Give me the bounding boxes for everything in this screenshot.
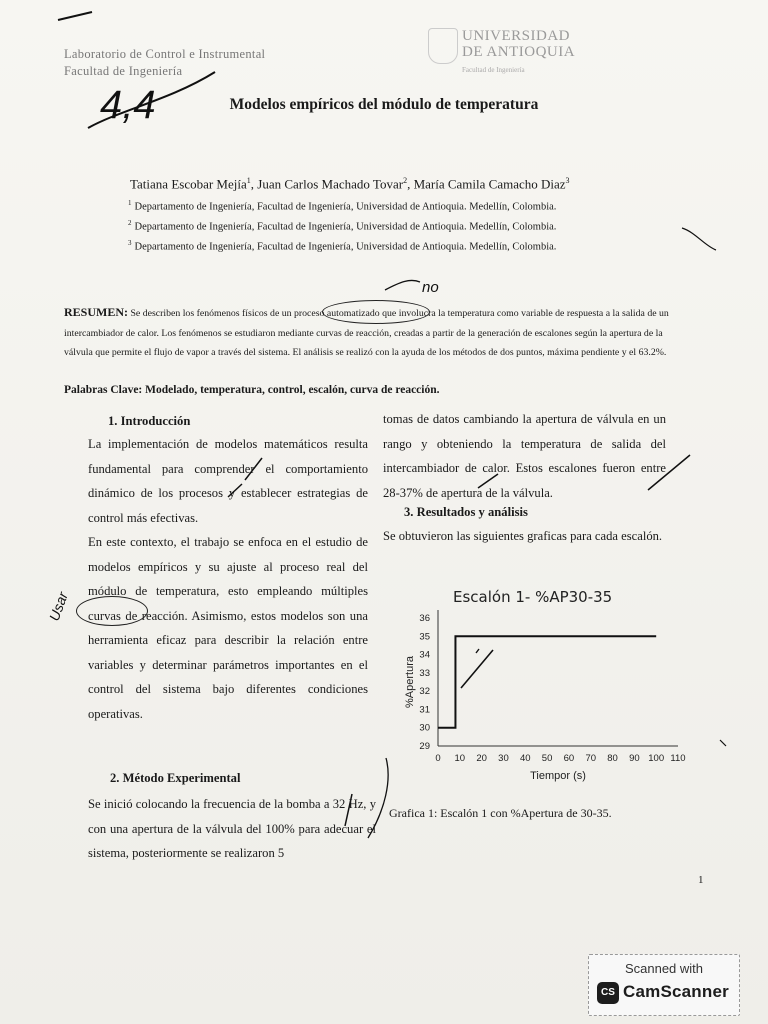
results-column	[383, 524, 666, 549]
page-number: 1	[698, 874, 704, 886]
author-name: Tatiana Escobar Mejía	[130, 176, 247, 192]
scanner-line1: Scanned with	[624, 961, 704, 976]
intro-paragraph-2: En este contexto, el trabajo se enfoca en el estudio de modelos empíricos y su ajuste al proceso real del módulo de temperatura, esto empleando múltiples curvas de reacción. Asimismo, estos modelos son una herramienta eficaz para describir la relación entre variables y determinar parámetros importantes en el control del sistema bajo diferentes condiciones operativas.	[88, 535, 368, 721]
method-paragraph-2: tomas de datos cambiando la apertura de válvula en un rango y obteniendo la temperatura de salida del intercambiador de calor. Estos escalones fueron entre 28-37% de apertura de la válvula.	[383, 412, 666, 500]
y-tick-label: 30	[419, 722, 430, 734]
affiliation	[128, 199, 556, 213]
y-tick-label: 36	[419, 613, 430, 624]
intro-paragraph-1: La implementación de modelos matemáticos resulta fundamental para comprender el comportamiento dinámico de los procesos y establecer estrategias de control más efectivas.	[88, 437, 368, 525]
method-paragraph-1: Se inició colocando la frecuencia de la bomba a 32 Hz, y con una apertura de la válvula del 100% para adecuar el sistema, posteriormente se realizaron 5	[88, 797, 376, 860]
camscanner-logo-icon: CS	[597, 982, 619, 1004]
chart-title: Escalón 1- %AP30-35	[453, 588, 613, 606]
x-axis-label: Tiempor (s)	[530, 770, 586, 782]
handwritten-circle	[76, 596, 148, 626]
author-sup: 1	[246, 176, 251, 185]
section-heading-results: 3. Resultados y análisis	[404, 505, 528, 519]
author-sup: 3	[565, 176, 570, 185]
author-sup: 2	[403, 176, 408, 185]
x-tick-label: 40	[519, 753, 531, 764]
affiliation	[128, 219, 556, 233]
x-tick-label: 60	[563, 753, 575, 764]
author-sep: ,	[250, 176, 258, 192]
author-list	[130, 176, 570, 192]
y-tick-label: 35	[419, 631, 430, 643]
affiliation-text: Departamento de Ingeniería, Facultad de Ingeniería, Universidad de Antioquia. Medellín, Colombia.	[134, 241, 557, 253]
scanner-watermark	[588, 954, 740, 1016]
step-response-chart	[383, 578, 688, 793]
handwritten-note-no: no	[422, 279, 439, 296]
x-tick-label: 70	[585, 753, 597, 764]
method-column	[88, 792, 376, 866]
x-tick-label: 0	[435, 753, 441, 764]
abstract-label: RESUMEN:	[64, 305, 129, 319]
x-tick-label: 100	[648, 753, 665, 764]
paper-title: Modelos empíricos del módulo de temperatura	[229, 96, 539, 113]
affiliation-text: Departamento de Ingeniería, Facultad de Ingeniería, Universidad de Antioquia. Medellín, Colombia.	[134, 201, 557, 213]
handwritten-tick-mark	[476, 649, 479, 653]
scanner-brand: CamScanner	[623, 982, 729, 1001]
university-subtitle: Facultad de Ingeniería	[462, 66, 525, 74]
y-tick-label: 31	[419, 704, 430, 716]
x-tick-label: 30	[498, 753, 509, 764]
author-sep: ,	[407, 176, 414, 192]
intro-column	[88, 432, 368, 726]
y-tick-label: 34	[419, 649, 430, 661]
university-name-line2: DE ANTIOQUIA	[462, 44, 576, 60]
y-tick-label: 29	[419, 741, 430, 752]
y-tick-label: 32	[419, 686, 430, 698]
y-axis-label: %Apertura	[404, 656, 416, 708]
keywords: Palabras Clave: Modelado, temperatura, control, escalón, curva de reacción.	[64, 384, 440, 396]
x-tick-label: 10	[454, 753, 466, 764]
affiliation	[128, 239, 556, 253]
handwritten-note-side: Usar	[45, 589, 71, 624]
x-tick-label: 80	[607, 753, 618, 764]
affiliation-sup: 1	[128, 199, 132, 207]
lab-name: Laboratorio de Control e Instrumental	[64, 47, 266, 61]
handwritten-slope-mark	[461, 650, 493, 688]
handwritten-score: 4,4	[100, 83, 156, 127]
x-tick-label: 20	[476, 753, 487, 764]
x-tick-label: 50	[541, 753, 553, 764]
faculty-name: Facultad de Ingeniería	[64, 64, 183, 78]
x-tick-label: 90	[629, 753, 640, 764]
y-tick-label: 33	[419, 667, 430, 679]
abstract-text: Se describen los fenómenos físicos de un proceso automatizado que involucra la temperatura como variable de respuesta a la salida de un intercambiador de calor. Los fenómenos se estudiaron mediante curvas de reacción, creadas a partir de la generación de escalones según la apertura de la válvula que permite el flujo de vapor a través del sistema. El análisis se realizó con la ayuda de los métodos de dos puntos, máxima pendiente y el 63.2%.	[64, 308, 669, 358]
results-paragraph-1: Se obtuvieron las siguientes graficas para cada escalón.	[383, 529, 663, 543]
figure-caption: Grafica 1: Escalón 1 con %Apertura de 30-35.	[389, 806, 612, 820]
author-name: María Camila Camacho Diaz	[413, 176, 566, 192]
section-heading-method: 2. Método Experimental	[110, 771, 241, 785]
section-heading-intro: 1. Introducción	[108, 414, 191, 428]
series-line-0	[438, 636, 656, 727]
affiliation-text: Departamento de Ingeniería, Facultad de Ingeniería, Universidad de Antioquia. Medellín, Colombia.	[134, 221, 557, 233]
affiliation-sup: 3	[128, 239, 132, 247]
university-name-line1: UNIVERSIDAD	[462, 28, 570, 44]
affiliation-sup: 2	[128, 219, 132, 227]
handwritten-circle	[322, 300, 430, 324]
author-name: Juan Carlos Machado Tovar	[257, 176, 404, 192]
x-tick-label: 110	[670, 753, 686, 764]
method-continued	[383, 407, 666, 505]
